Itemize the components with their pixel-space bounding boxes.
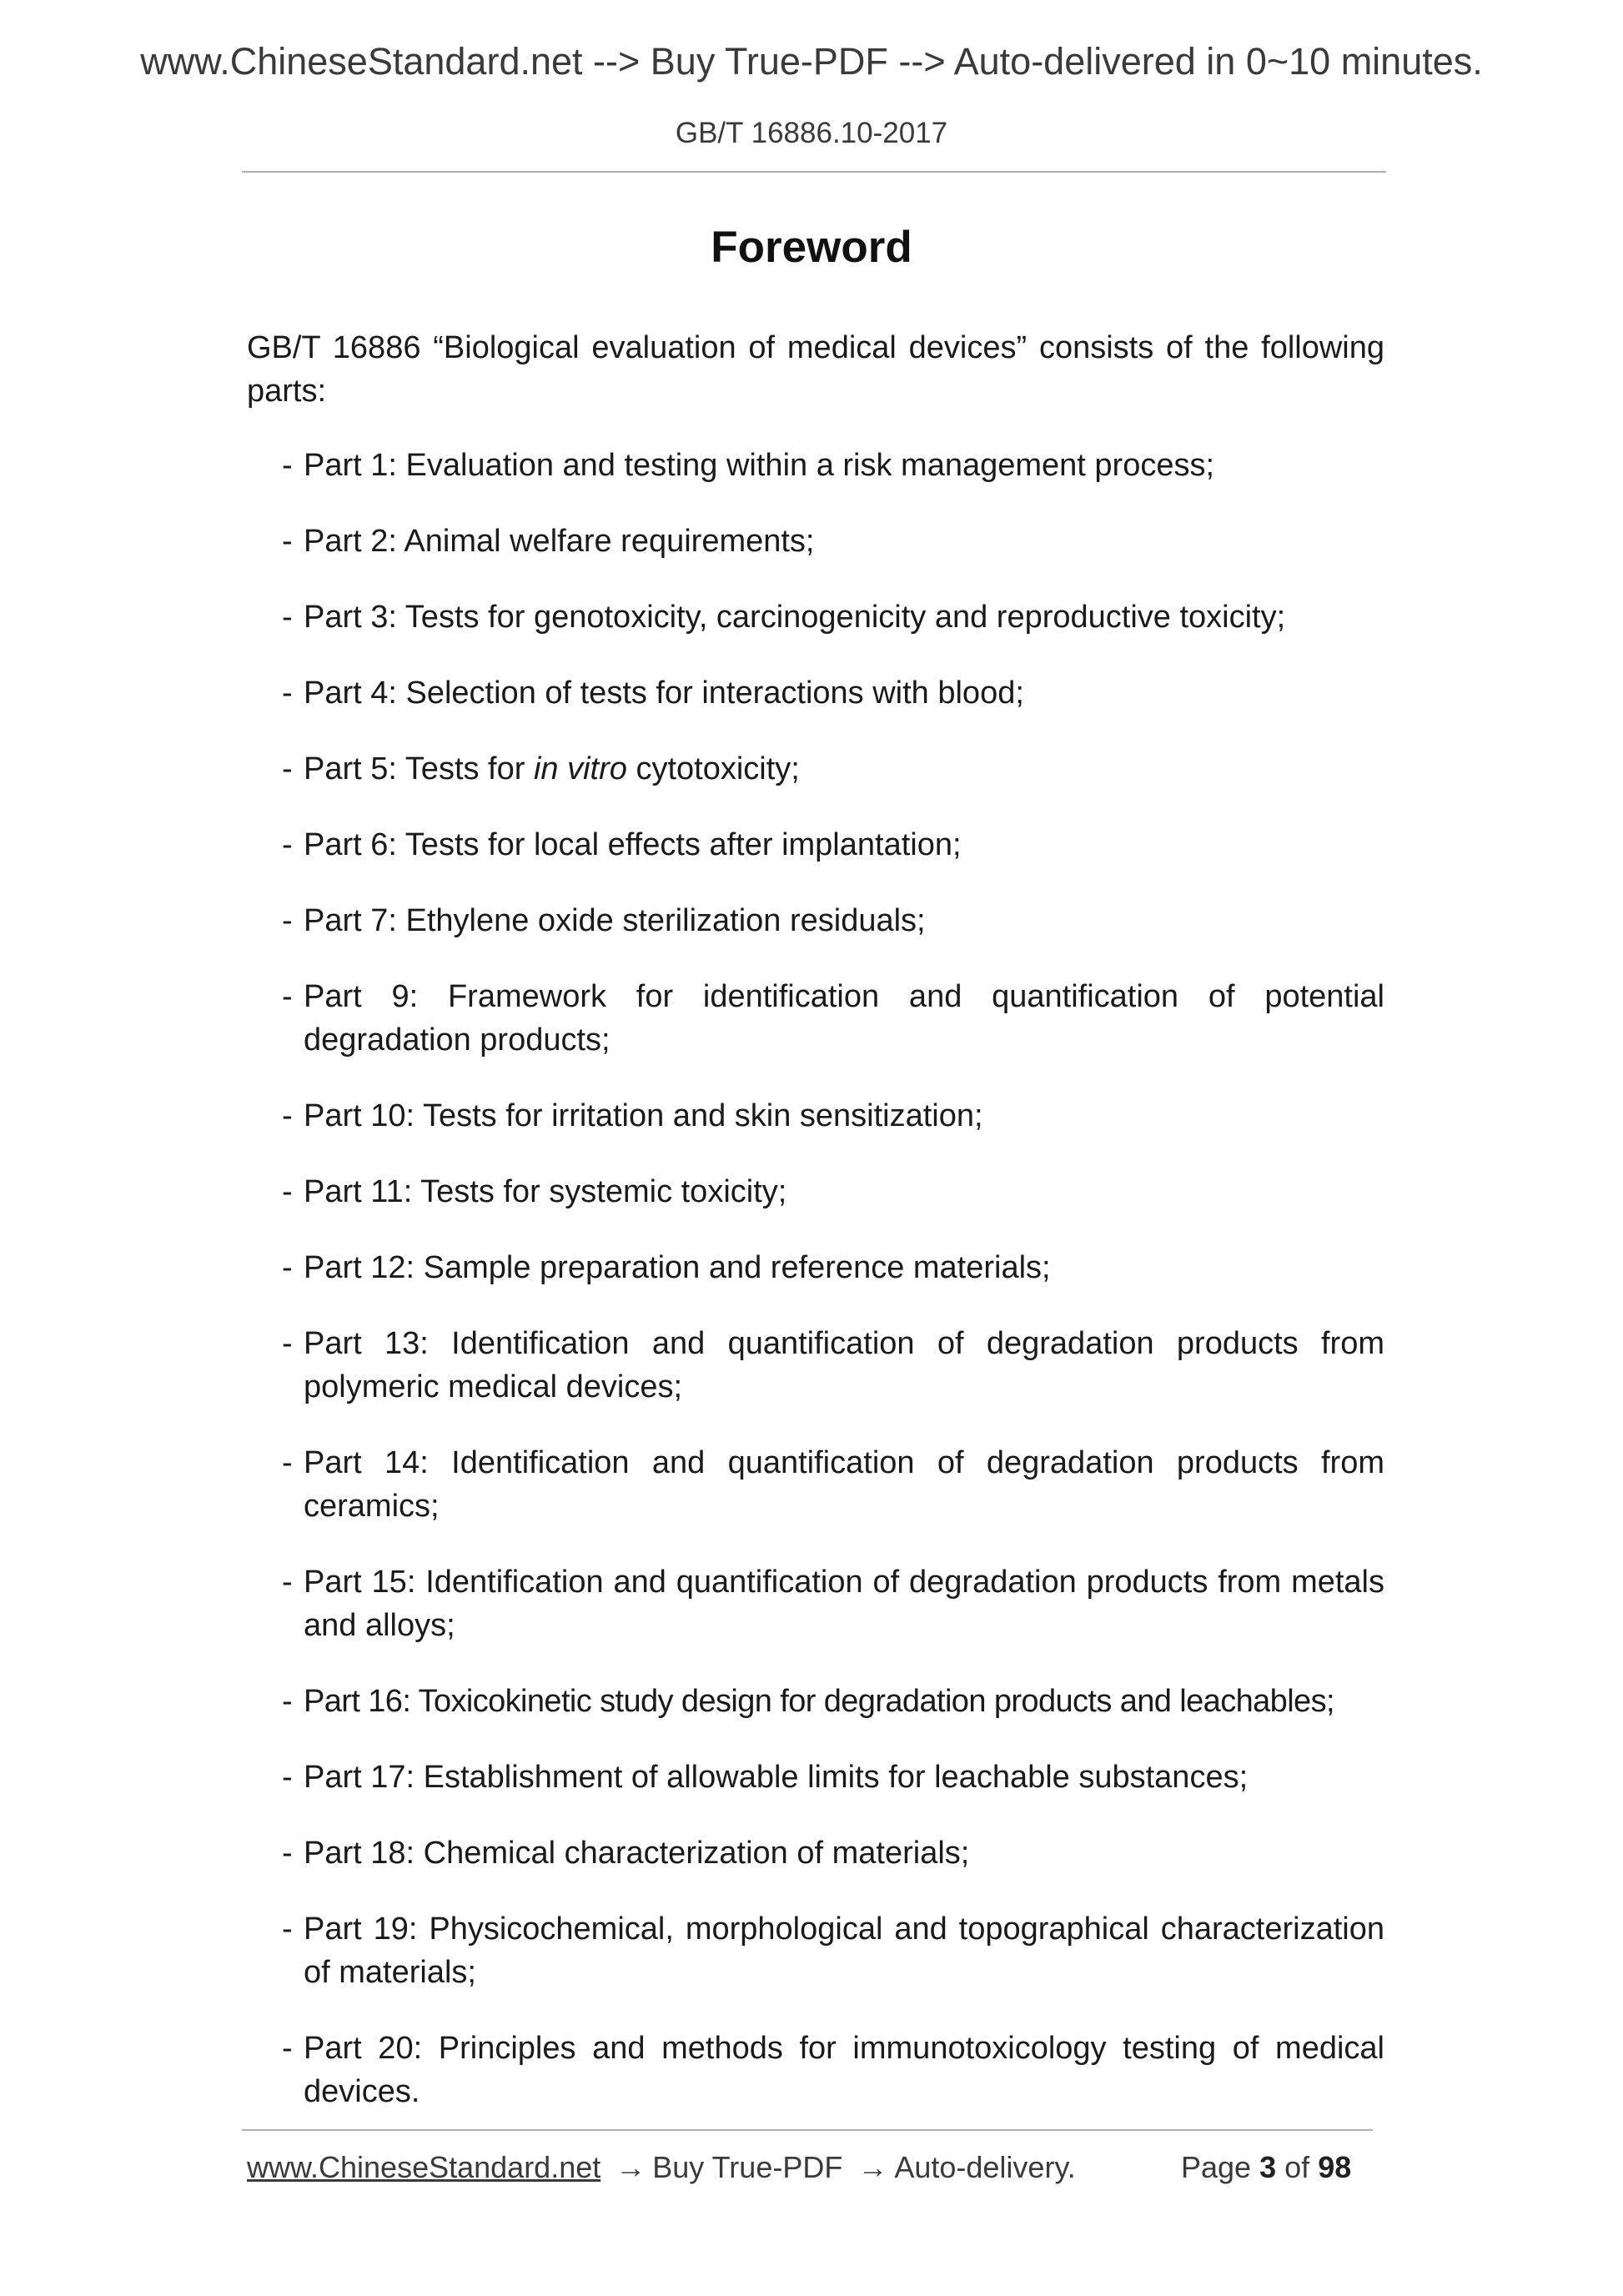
list-dash: - bbox=[282, 2031, 293, 2066]
part-text-before: Part 5: Tests for bbox=[304, 751, 534, 786]
part-text: Part 4: Selection of tests for interactions with blood; bbox=[304, 676, 1024, 711]
list-dash: - bbox=[282, 1565, 293, 1600]
arrow-right-icon: → bbox=[616, 2150, 646, 2184]
list-item-part-3 bbox=[282, 595, 1384, 639]
page-title: Foreword bbox=[711, 223, 912, 272]
list-dash: - bbox=[282, 1326, 293, 1361]
page-label: Page bbox=[1181, 2150, 1252, 2184]
list-dash: - bbox=[282, 448, 293, 483]
header-divider bbox=[242, 171, 1386, 173]
list-item-part-6 bbox=[282, 823, 1384, 867]
part-text: Part 9: Framework for identification and quantification of potential degradation products; bbox=[304, 979, 1384, 1058]
list-item-part-18 bbox=[282, 1831, 1384, 1875]
list-dash: - bbox=[282, 1098, 293, 1133]
list-dash: - bbox=[282, 1684, 293, 1719]
part-text: Part 13: Identification and quantification of degradation products from polymeric medical devices; bbox=[304, 1326, 1384, 1404]
page-number: 3 bbox=[1259, 2150, 1277, 2184]
part-text: Part 7: Ethylene oxide sterilization residuals; bbox=[304, 903, 926, 938]
part-text: Part 16: Toxicokinetic study design for degradation products and leachables; bbox=[304, 1684, 1334, 1719]
parts-list bbox=[282, 444, 1384, 2146]
list-item-part-12 bbox=[282, 1246, 1384, 1289]
list-item-part-13 bbox=[282, 1322, 1384, 1409]
list-item-part-20 bbox=[282, 2027, 1384, 2113]
list-dash: - bbox=[282, 1760, 293, 1795]
list-item-part-15 bbox=[282, 1560, 1384, 1647]
part-text: Part 1: Evaluation and testing within a risk management process; bbox=[304, 448, 1215, 483]
list-item-part-19 bbox=[282, 1907, 1384, 1994]
list-dash: - bbox=[282, 676, 293, 711]
list-dash: - bbox=[282, 1912, 293, 1947]
footer-delivery-text: Auto-delivery. bbox=[894, 2150, 1076, 2184]
arrow-right-icon: → bbox=[857, 2150, 888, 2184]
document-number: GB/T 16886.10-2017 bbox=[675, 117, 948, 149]
footer-promo bbox=[247, 2150, 1076, 2185]
list-item-part-14 bbox=[282, 1441, 1384, 1528]
list-dash: - bbox=[282, 600, 293, 635]
part-text: Part 3: Tests for genotoxicity, carcinogenicity and reproductive toxicity; bbox=[304, 600, 1286, 635]
list-item-part-10 bbox=[282, 1094, 1384, 1138]
footer-buy-text: Buy True-PDF bbox=[652, 2150, 843, 2184]
list-dash: - bbox=[282, 1174, 293, 1209]
part-text: Part 2: Animal welfare requirements; bbox=[304, 524, 815, 559]
part-text: Part 15: Identification and quantification of degradation products from metals and alloys; bbox=[304, 1565, 1384, 1643]
list-item-part-7 bbox=[282, 899, 1384, 942]
chinese-standard-link[interactable]: www.ChineseStandard.net bbox=[247, 2150, 601, 2184]
list-dash: - bbox=[282, 1250, 293, 1285]
part-text: Part 18: Chemical characterization of materials; bbox=[304, 1836, 970, 1871]
list-dash: - bbox=[282, 524, 293, 559]
list-item-part-9 bbox=[282, 975, 1384, 1062]
part-text-italic: in vitro bbox=[533, 751, 627, 786]
part-text: Part 10: Tests for irritation and skin sensitization; bbox=[304, 1098, 983, 1133]
page-total: 98 bbox=[1318, 2150, 1352, 2184]
intro-paragraph: GB/T 16886 “Biological evaluation of medical devices” consists of the following parts: bbox=[247, 330, 1384, 409]
list-dash: - bbox=[282, 979, 293, 1014]
list-item-part-4 bbox=[282, 671, 1384, 715]
list-dash: - bbox=[282, 903, 293, 938]
list-item-part-17 bbox=[282, 1756, 1384, 1799]
list-dash: - bbox=[282, 827, 293, 862]
footer-divider bbox=[242, 2129, 1373, 2131]
list-dash: - bbox=[282, 1445, 293, 1480]
part-text: Part 11: Tests for systemic toxicity; bbox=[304, 1174, 787, 1209]
list-item-part-2 bbox=[282, 520, 1384, 563]
part-text: Part 19: Physicochemical, morphological and topographical characterization of materials; bbox=[304, 1912, 1384, 1990]
list-item-part-1 bbox=[282, 444, 1384, 487]
of-label: of bbox=[1284, 2150, 1310, 2184]
list-dash: - bbox=[282, 751, 293, 786]
part-text: Part 6: Tests for local effects after implantation; bbox=[304, 827, 962, 862]
list-dash: - bbox=[282, 1836, 293, 1871]
part-text: Part 14: Identification and quantification of degradation products from ceramics; bbox=[304, 1445, 1384, 1524]
list-item-part-5 bbox=[282, 747, 1384, 791]
part-text: Part 17: Establishment of allowable limits for leachable substances; bbox=[304, 1760, 1249, 1795]
list-item-part-16 bbox=[282, 1680, 1384, 1723]
part-text: Part 12: Sample preparation and reference materials; bbox=[304, 1250, 1051, 1285]
header-banner: www.ChineseStandard.net --> Buy True-PDF --> Auto-delivered in 0~10 minutes. bbox=[140, 40, 1483, 83]
part-text-after: cytotoxicity; bbox=[626, 751, 800, 786]
part-text: Part 20: Principles and methods for immunotoxicology testing of medical devices. bbox=[304, 2031, 1384, 2109]
list-item-part-11 bbox=[282, 1170, 1384, 1213]
page-indicator bbox=[1181, 2150, 1351, 2185]
